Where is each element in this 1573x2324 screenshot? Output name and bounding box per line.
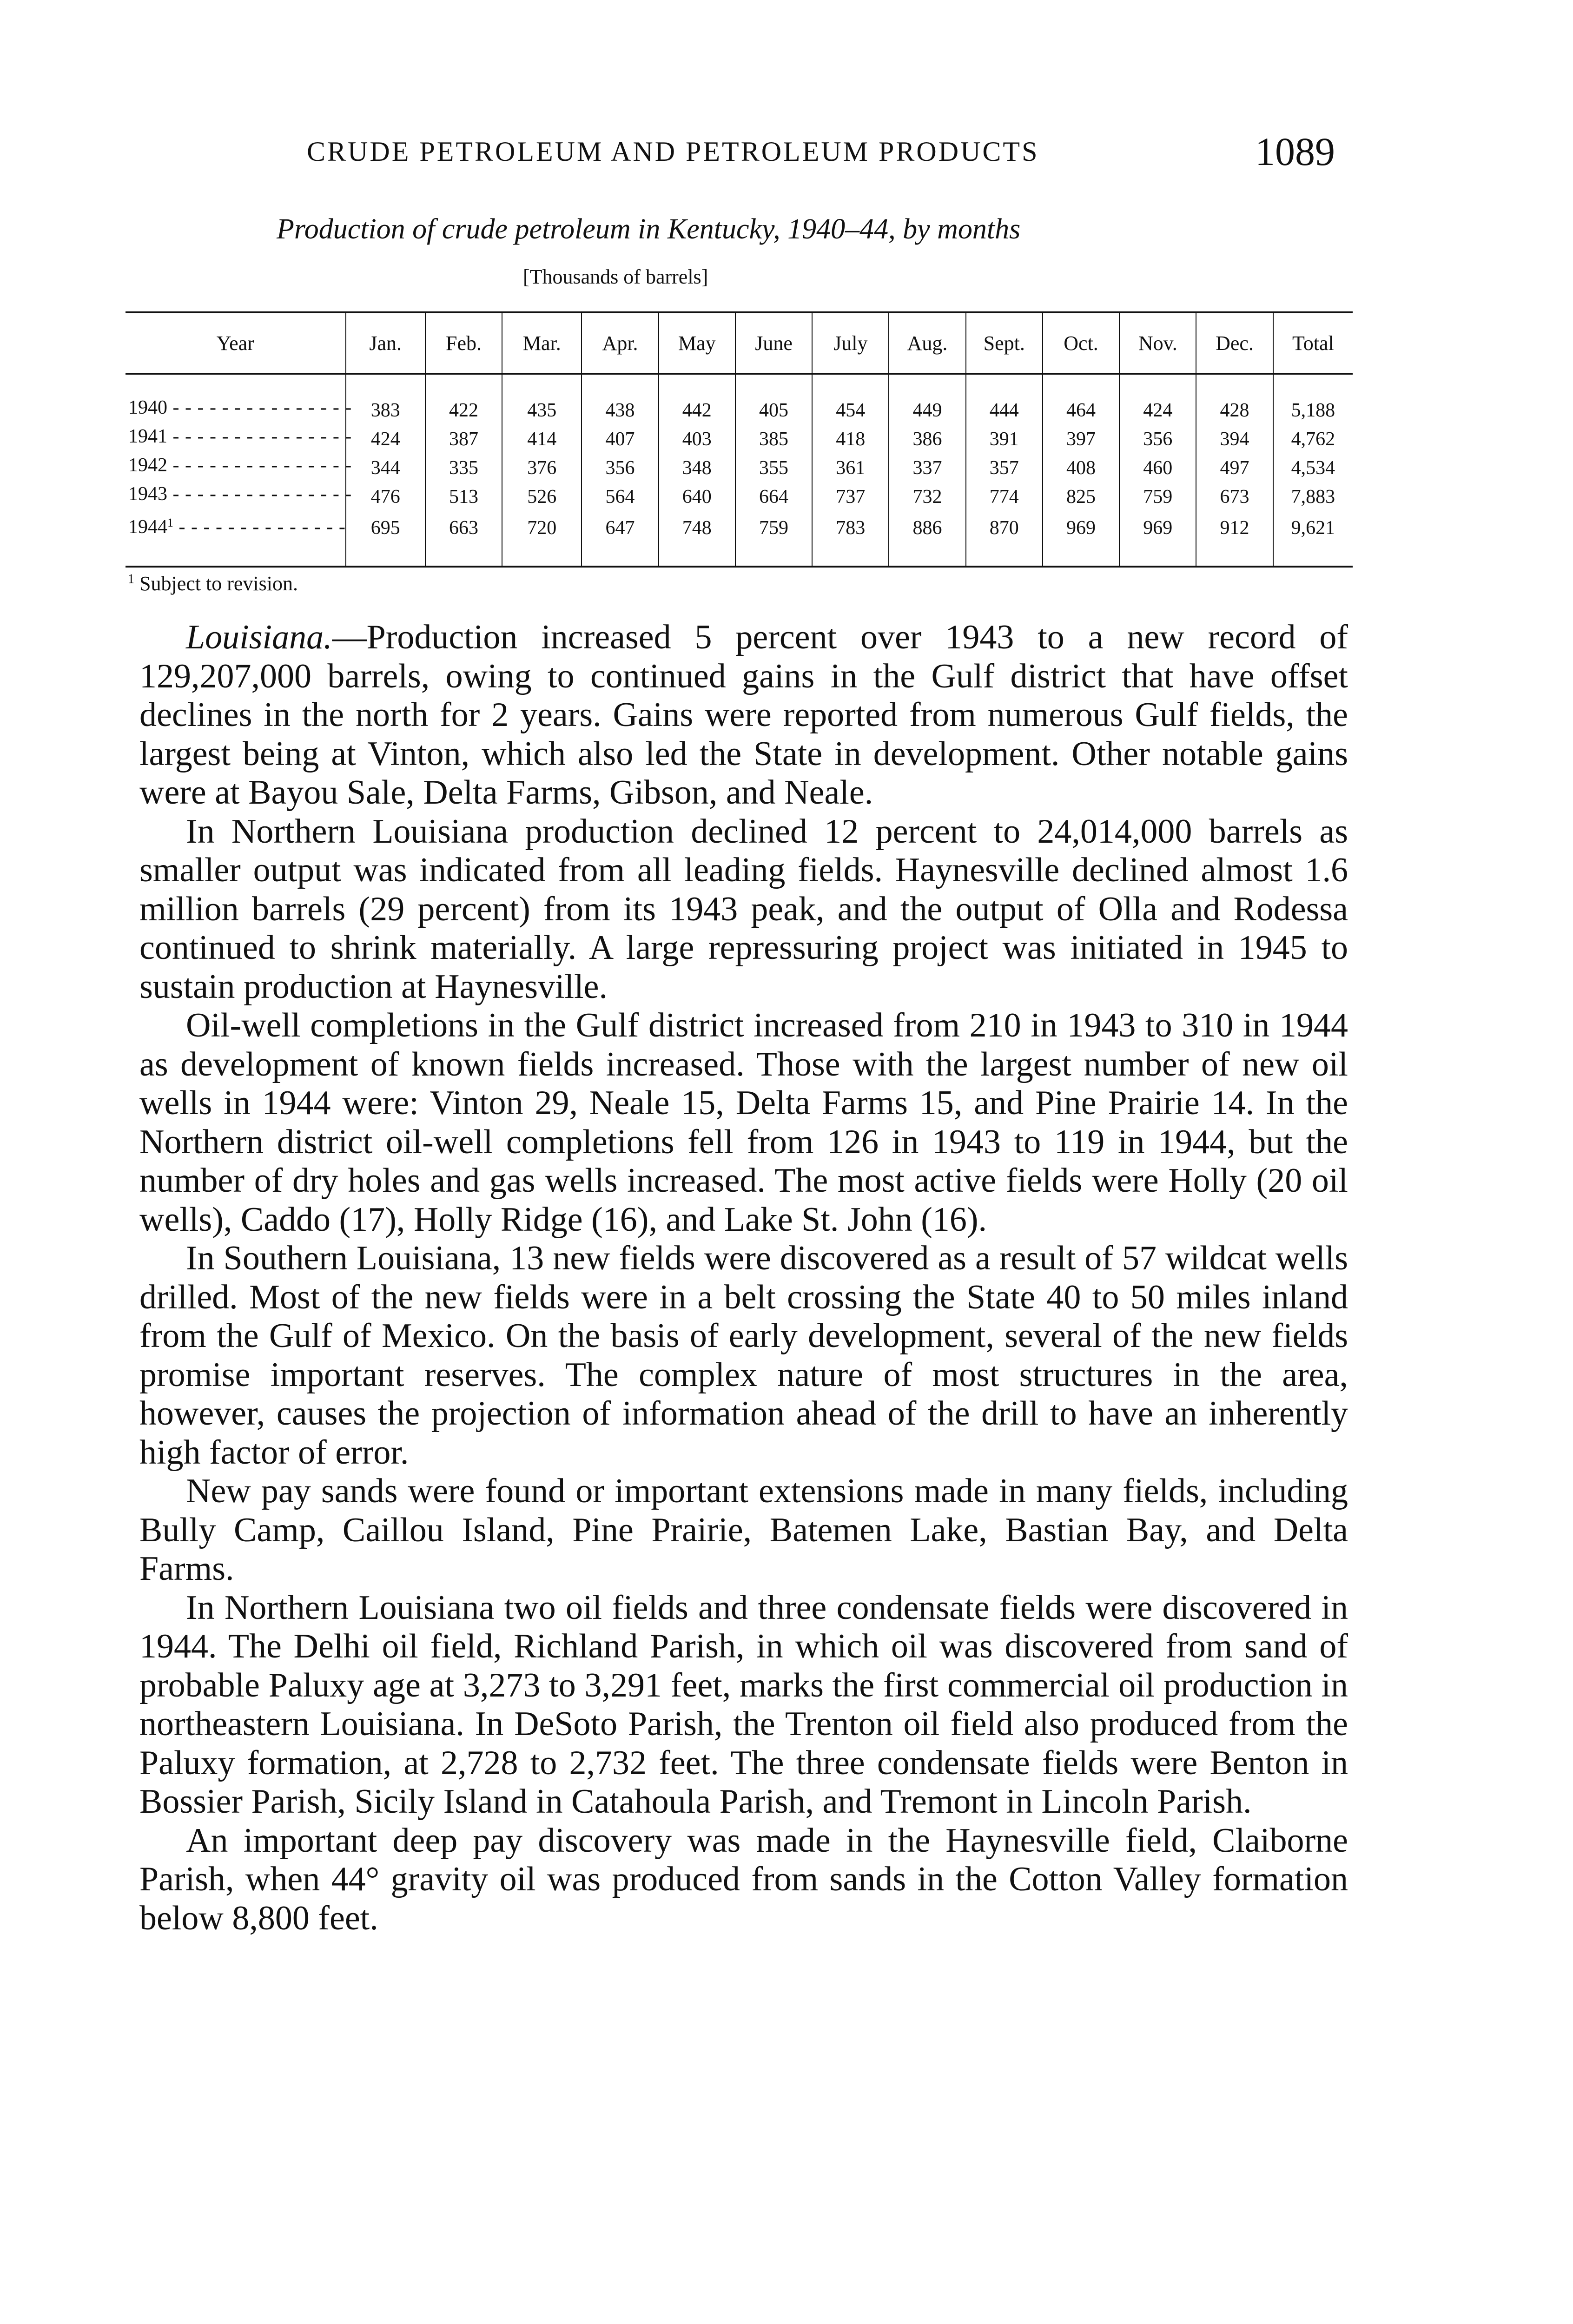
column-header-year: Year	[126, 312, 346, 374]
year-cell	[126, 425, 346, 454]
table-unit-note: [Thousands of barrels]	[523, 265, 708, 288]
total-cell: 4,534	[1273, 454, 1353, 482]
column-header-dec: Dec.	[1196, 312, 1273, 374]
table-cell: 640	[659, 482, 735, 511]
table-cell: 435	[502, 374, 582, 425]
table-cell: 414	[502, 425, 582, 454]
year-cell	[126, 511, 346, 567]
paragraph	[139, 812, 1348, 1007]
column-header-feb: Feb.	[425, 312, 502, 374]
total-cell: 9,621	[1273, 511, 1353, 567]
paragraph-text: Oil-well completions in the Gulf district increased from 210 in 1943 to 310 in 1944 as development of known fields increased. Those with the largest number of new oil wells in 1944 were: Vinton 29, Neale 15, Delta Farms 15, and Pine Prairie 14. In the Northern district oil-well completions fell from 126 in 1943 to 119 in 1944, but the number of dry holes and gas wells increased. The most active fields were Holly (20 oil wells), Caddo (17), Holly Ridge (16), and Lake St. John (16).	[139, 1006, 1348, 1239]
table-cell: 673	[1196, 482, 1273, 511]
production-table	[126, 311, 1353, 568]
table-cell: 513	[425, 482, 502, 511]
table-cell: 444	[966, 374, 1043, 425]
table-cell: 348	[659, 454, 735, 482]
paragraph	[139, 1589, 1348, 1822]
year-label: 1941 - - -	[128, 425, 351, 448]
table-cell: 344	[346, 454, 425, 482]
table-cell: 422	[425, 374, 502, 425]
paragraph-text: In Northern Louisiana production declined 12 percent to 24,014,000 barrels as smaller output was indicated from all leading fields. Haynesville declined almost 1.6 million barrels (29 percent) from its 1943 peak, and the output of Olla and Rodessa continued to shrink materially. A large repressuring project was initiated in 1945 to sustain production at Haynesville.	[139, 812, 1348, 1006]
table-row	[126, 374, 1353, 425]
paragraph	[139, 618, 1348, 812]
footnote-marker: 1	[167, 516, 173, 529]
footnote-number: 1	[128, 572, 134, 587]
table-cell: 969	[1119, 511, 1196, 567]
running-header	[0, 131, 1348, 178]
paragraph-text: —Production increased 5 percent over 1943 to a new record of 129,207,000 barrels, owing to continued gains in the Gulf district that have offset declines in the north for 2 years. Gains were reported from numerous Gulf fields, the largest being at Vinton, which also led the State in development. Other notable gains were at Bayou Sale, Delta Farms, Gibson, and Neale.	[139, 618, 1348, 812]
column-header-may: May	[659, 312, 735, 374]
table-cell: 737	[812, 482, 889, 511]
table-cell: 361	[812, 454, 889, 482]
table-cell: 442	[659, 374, 735, 425]
table-header-row	[126, 312, 1353, 374]
table-cell: 720	[502, 511, 582, 567]
column-header-aug: Aug.	[889, 312, 965, 374]
year-cell	[126, 454, 346, 482]
paragraph-text: In Northern Louisiana two oil fields and three condensate fields were discovered in 1944. The Delhi oil field, Richland Parish, in which oil was discovered from sand of probable Paluxy age at 3,273 to 3,291 feet, marks the first commercial oil production in northeastern Louisiana. In DeSoto Parish, the Trenton oil field also produced from the Paluxy formation, at 2,728 to 2,732 feet. The three condensate fields were Benton in Bossier Parish, Sicily Island in Catahoula Parish, and Tremont in Lincoln Parish.	[139, 1588, 1348, 1821]
total-cell: 7,883	[1273, 482, 1353, 511]
table-cell: 695	[346, 511, 425, 567]
column-header-apr: Apr.	[582, 312, 658, 374]
table-cell: 774	[966, 482, 1043, 511]
year-cell	[126, 374, 346, 425]
paragraph-text: In Southern Louisiana, 13 new fields were discovered as a result of 57 wildcat wells drilled. Most of the new fields were in a belt crossing the State 40 to 50 miles inland from the Gulf of Mexico. On the basis of early development, several of the new fields promise important reserves. The complex nature of most structures in the area, however, causes the projection of information ahead of the drill to have an inherently high factor of error.	[139, 1239, 1348, 1472]
table-cell: 376	[502, 454, 582, 482]
year-label: 1943 - - -	[128, 482, 351, 506]
column-header-july: July	[812, 312, 889, 374]
table-cell: 449	[889, 374, 965, 425]
body-text	[139, 618, 1348, 1938]
table-cell: 497	[1196, 454, 1273, 482]
table-cell: 783	[812, 511, 889, 567]
table-cell: 397	[1043, 425, 1119, 454]
table-cell: 403	[659, 425, 735, 454]
column-header-jan: Jan.	[346, 312, 425, 374]
table-cell: 564	[582, 482, 658, 511]
table-cell: 647	[582, 511, 658, 567]
table-cell: 356	[582, 454, 658, 482]
table-cell: 386	[889, 425, 965, 454]
table-cell: 476	[346, 482, 425, 511]
table-cell: 383	[346, 374, 425, 425]
table-cell: 969	[1043, 511, 1119, 567]
column-header-oct: Oct.	[1043, 312, 1119, 374]
table-row	[126, 425, 1353, 454]
table-row	[126, 454, 1353, 482]
table-cell: 407	[582, 425, 658, 454]
table-cell: 460	[1119, 454, 1196, 482]
column-header-sept: Sept.	[966, 312, 1043, 374]
table-cell: 394	[1196, 425, 1273, 454]
paragraph	[139, 1006, 1348, 1239]
table-cell: 337	[889, 454, 965, 482]
table-footnote	[128, 572, 298, 595]
table-row	[126, 511, 1353, 567]
table-cell: 387	[425, 425, 502, 454]
table-cell: 732	[889, 482, 965, 511]
table-cell: 663	[425, 511, 502, 567]
table-cell: 825	[1043, 482, 1119, 511]
column-header-nov: Nov.	[1119, 312, 1196, 374]
table-cell: 870	[966, 511, 1043, 567]
table-cell: 464	[1043, 374, 1119, 425]
paragraph	[139, 1239, 1348, 1472]
table-cell: 454	[812, 374, 889, 425]
table-cell: 886	[889, 511, 965, 567]
page-number: 1089	[1255, 129, 1335, 174]
table-cell: 424	[346, 425, 425, 454]
table-cell: 428	[1196, 374, 1273, 425]
total-cell: 5,188	[1273, 374, 1353, 425]
table-cell: 526	[502, 482, 582, 511]
table-caption: Production of crude petroleum in Kentucky, 1940–44, by months	[277, 213, 1021, 245]
table-cell: 912	[1196, 511, 1273, 567]
table-cell: 355	[735, 454, 812, 482]
year-cell	[126, 482, 346, 511]
table-row	[126, 482, 1353, 511]
year-label: 1942 - - -	[128, 454, 351, 477]
column-header-june: June	[735, 312, 812, 374]
paragraph	[139, 1822, 1348, 1938]
year-text: 1944	[128, 516, 167, 538]
table-cell: 408	[1043, 454, 1119, 482]
table-cell: 759	[1119, 482, 1196, 511]
table-cell: 335	[425, 454, 502, 482]
column-header-total: Total	[1273, 312, 1353, 374]
total-cell: 4,762	[1273, 425, 1353, 454]
table-cell: 664	[735, 482, 812, 511]
table-cell: 759	[735, 511, 812, 567]
column-header-mar: Mar.	[502, 312, 582, 374]
paragraph-text: New pay sands were found or important extensions made in many fields, including Bully Camp, Caillou Island, Pine Prairie, Batemen Lake, Bastian Bay, and Delta Farms.	[139, 1472, 1348, 1588]
table-cell: 385	[735, 425, 812, 454]
year-label	[128, 511, 351, 539]
table-cell: 438	[582, 374, 658, 425]
table-cell: 405	[735, 374, 812, 425]
footnote-text: Subject to revision.	[139, 572, 298, 595]
running-title: CRUDE PETROLEUM AND PETROLEUM PRODUCTS	[307, 136, 1039, 167]
table-cell: 748	[659, 511, 735, 567]
table-cell: 424	[1119, 374, 1196, 425]
table-cell: 357	[966, 454, 1043, 482]
production-table-wrapper	[126, 311, 1353, 568]
year-label: 1940 - - -	[128, 396, 351, 419]
table-cell: 391	[966, 425, 1043, 454]
paragraph-text: An important deep pay discovery was made in the Haynesville field, Claiborne Parish, when 44° gravity oil was produced from sands in the Cotton Valley formation below 8,800 feet.	[139, 1821, 1348, 1937]
paragraph	[139, 1472, 1348, 1589]
paragraph-lead: Louisiana.	[186, 618, 332, 656]
table-cell: 356	[1119, 425, 1196, 454]
table-cell: 418	[812, 425, 889, 454]
